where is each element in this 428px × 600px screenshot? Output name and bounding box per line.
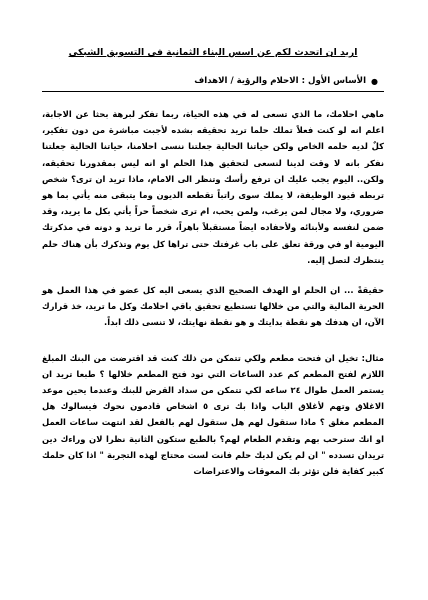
paragraph-financial-freedom: حقيقةً ... ان الحلم او الهدف الصحيح الذي يسعى اليه كل عضو في هذا العمل هو الحرية المالية والتي من خلالها تستطيع تحقيق باقي احلامك وكل ما تريد، خذ قرارك الآن، ان هدفك هو نقطة بدايتك و هو نقطة نهايتك، لا تنسى ذلك ابداً.	[42, 285, 384, 328]
section-heading	[42, 75, 384, 88]
heading-underline	[42, 91, 384, 92]
document-title: اريد ان اتحدث لكم عن اسس البناء الثمانية في التسويق الشبكي	[68, 47, 358, 58]
paragraph-example: مثال: تخيل ان فتحت مطعم ولكي تتمكن من ذلك كنت قد اقترضت من البنك المبلغ اللازم لفتح المطعم كم عدد الساعات التي تود فتح المطعم خلالها ؟ طبعا تريد ان يستمر العمل طوال ٢٤ ساعه لكي تتمكن من سداد القرض للبنك وعندما يحين موعد الاغلاق وتهم لأغلاق الباب واذا بك ترى ٥ اشخاص قادمون نحوك فيسالوك هل المطعم مغلق ؟ ماذا ستقول لهم هل ستقول لهم بالفعل لقد انتهت ساعات العمل او انك سترحب بهم وتقدم الطعام لهم؟ بالطبع ستكون الثانية نظرا لان وراءك دين تريدان تسدده " ان لم يكن لديك حلم فانت لست محتاج لهذه التجربة " اذا كان حلمك كبير كفاية فلن تؤثر بك المعوقات والاعتراضات	[42, 352, 384, 477]
section-heading-text: الأساس الأول : الاحلام والرؤية / الاهداف	[194, 76, 367, 86]
paragraph-dreams: ماهي احلامك، ما الذي تسعى له في هذه الحياة، ربما تفكر لبرهة بحثا عن الاجابة، اعلم انه لو كنت فعلاً تملك حلما تريد تحقيقه بشده لأجبت مباشرة من دون تفكير، كلٌ لديه حلمه الخاص ولكن حياتنا الحالية جعلتنا ننسى احلامنا، حياتنا الحالية جعلتنا نفكر بانه لا وقت لدينا لنسعى لتحقيق هذا الحلم او انه ليس بمقدورنا تحقيقه، ولكن.. اليوم يجب عليك ان ترفع رأسك وتنظر الى الامام، ماذا تريد ان ترى؟ شخص تربطه قيود الوظيفة، لا يملك سوى راتباً تقطعه الديون وما يتبقى منه يأتي بما هو ضروري، ولا مجال لمن يرغب، ولمن يحب، ام ترى شخصاً حراً يأتي بكل ما يريد، وقد ضمن لنفسه ولأبنائه ولأحفاده ايضاً مستقبلاً باهراً، قرر ما تريد و دونه في مذكرتك اليومية او في ورقة تعلق على باب غرفتك حتى تراها كل يوم وتذكرك بأن هناك حلم ينتظرك لتصل إليه.	[42, 109, 384, 265]
bullet-icon: ●	[371, 77, 378, 86]
